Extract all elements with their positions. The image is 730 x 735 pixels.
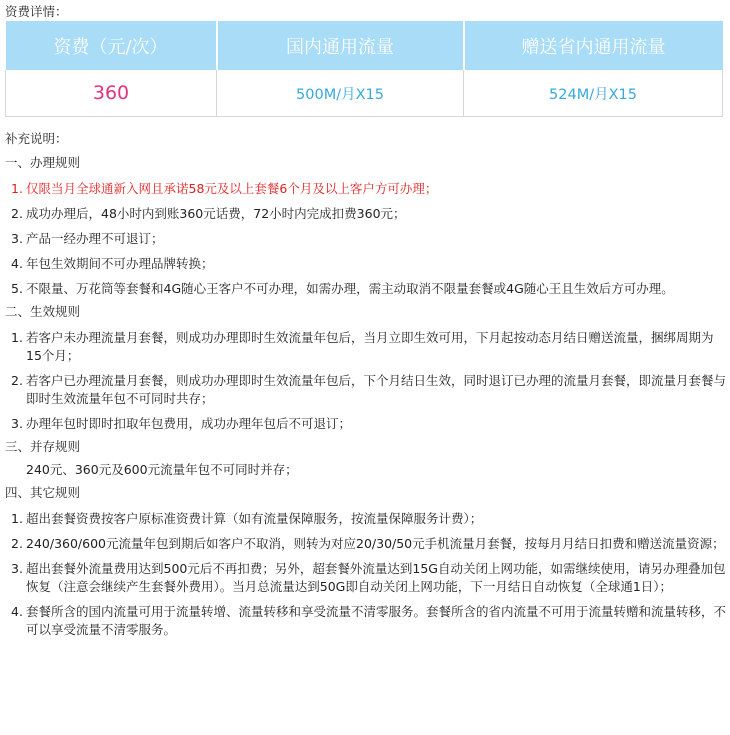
section-title-handling: 一、办理规则 (5, 155, 81, 170)
coexistence-rule-text: 240元、360元及600元流量年包不可同时并存； (26, 462, 298, 477)
list-item: 5. 不限量、万花筒等套餐和4G随心王客户不可办理，如需办理，需主动取消不限量套餐或4G随心王且生效后方可办理。 (11, 281, 674, 296)
header-bonus-data: 赠送省内通用流量 (464, 21, 723, 70)
list-item: 2. 若客户已办理流量月套餐，则成功办理即时生效流量年包后，下个月结日生效，同时退订已办理的流量月套餐，即流量月套餐与即时生效流量年包不可同时共存； (11, 373, 727, 406)
list-item: 1. 超出套餐资费按客户原标准资费计算（如有流量保障服务，按流量保障服务计费）； (11, 511, 483, 526)
section-title-effective: 二、生效规则 (5, 304, 81, 319)
fee-table (5, 21, 723, 117)
effective-rules-list (5, 329, 727, 433)
domestic-data-value: 500M/月X15 (217, 70, 464, 117)
list-item: 4. 年包生效期间不可办理品牌转换； (11, 256, 214, 271)
table-row (6, 70, 723, 117)
header-fee: 资费（元/次） (6, 21, 217, 70)
list-item: 2. 成功办理后，48小时内到账360元话费，72小时内完成扣费360元； (11, 206, 406, 221)
other-rules-list (5, 510, 727, 639)
page-heading: 资费详情： (5, 4, 68, 19)
list-item: 3. 产品一经办理不可退订； (11, 231, 164, 246)
list-item: 4. 套餐所含的国内流量可用于流量转增、流量转移和享受流量不清零服务。套餐所含的省内流量不可用于流量转赠和流量转移，不可以享受流量不清零服务。 (11, 604, 727, 637)
list-item: 1. 若客户未办理流量月套餐，则成功办理即时生效流量年包后，当月立即生效可用，下月起按动态月结日赠送流量，捆绑周期为15个月； (11, 330, 714, 363)
list-item: 1. 仅限当月全球通新入网且承诺58元及以上套餐6个月及以上客户方可办理； (11, 181, 438, 196)
section-title-coexistence: 三、并存规则 (5, 439, 81, 454)
list-item: 2. 240/360/600元流量年包到期后如客户不取消，则转为对应20/30/50元手机流量月套餐，按每月月结日扣费和赠送流量资源； (11, 536, 725, 551)
bonus-data-value: 524M/月X15 (464, 70, 723, 117)
handling-rules-list (5, 180, 727, 298)
fee-value: 360 (6, 70, 217, 117)
list-item: 3. 超出套餐外流量费用达到500元后不再扣费；另外，超套餐外流量达到15G自动关闭上网功能，如需继续使用，请另办理叠加包恢复（注意会继续产生套餐外费用）。当月总流量达到50G即自动关闭上网功能，下一月结日自动恢复（全球通1日）； (11, 561, 726, 594)
table-header-row (6, 21, 723, 70)
notes (5, 129, 727, 639)
header-domestic-data: 国内通用流量 (217, 21, 464, 70)
list-item: 3. 办理年包时即时扣取年包费用，成功办理年包后不可退订； (11, 416, 352, 431)
section-title-other: 四、其它规则 (5, 485, 81, 500)
supplement-title: 补充说明： (5, 131, 68, 146)
